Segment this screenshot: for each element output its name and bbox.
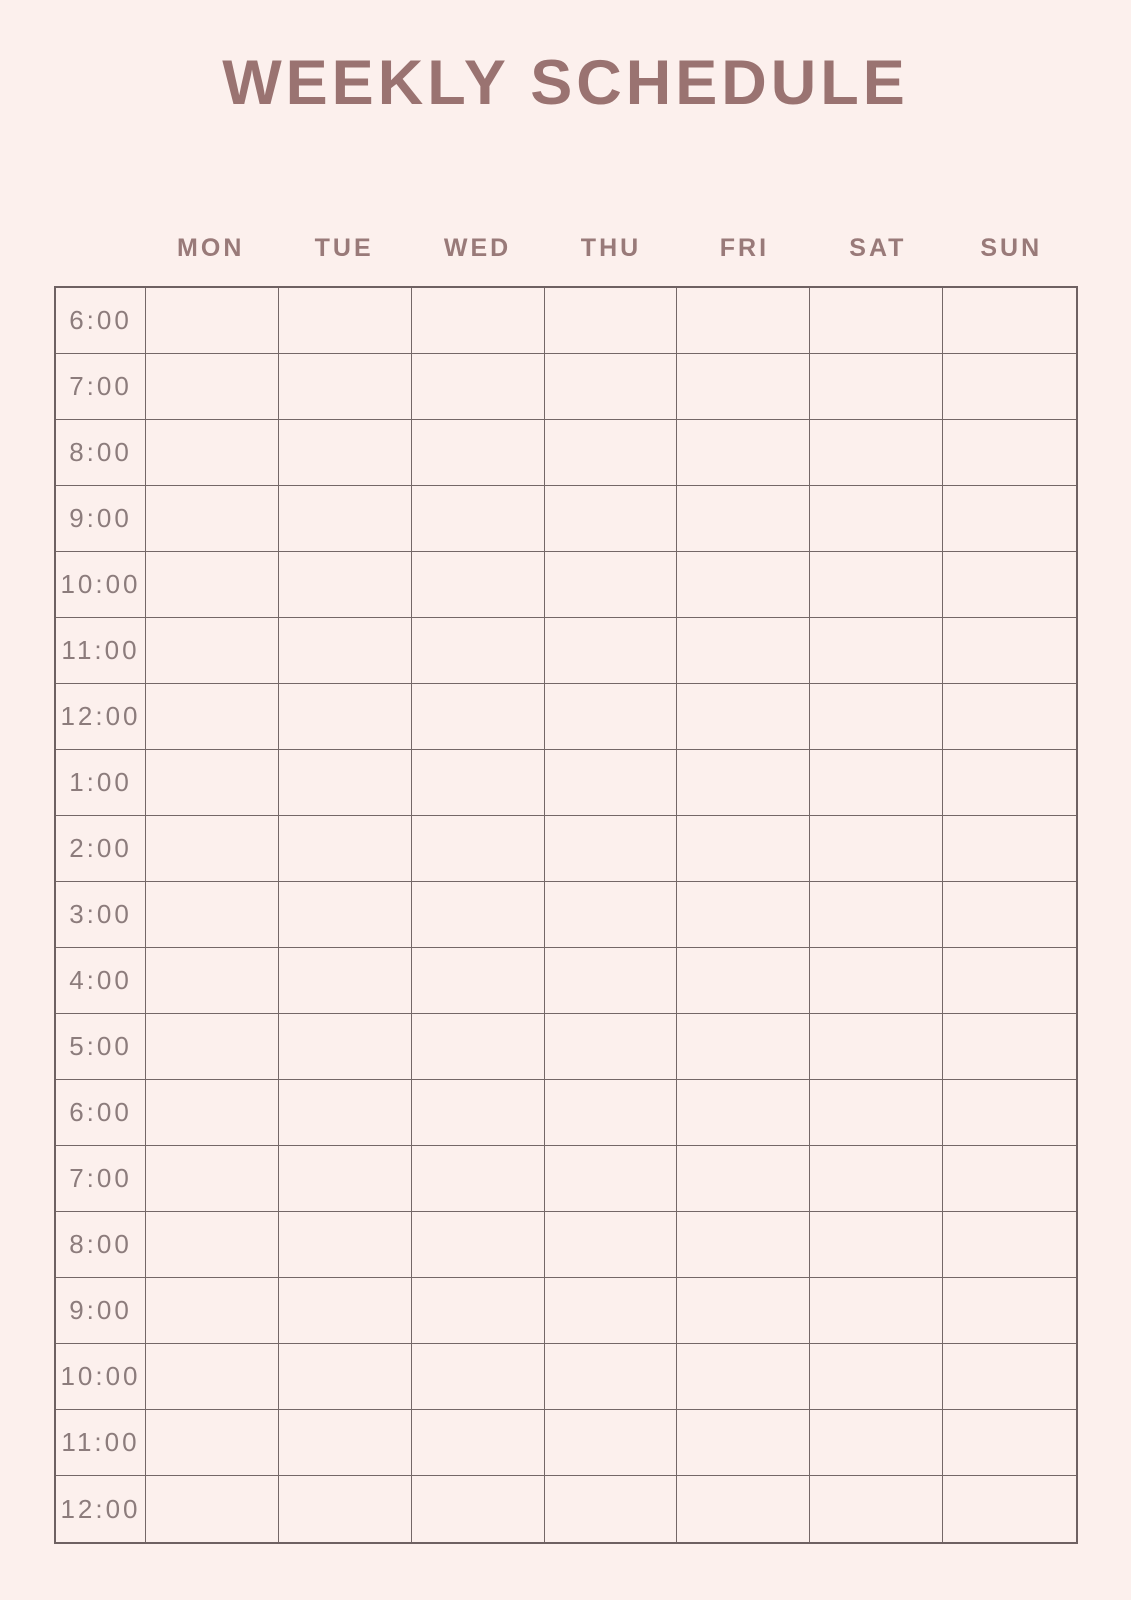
schedule-cell (810, 1146, 943, 1212)
schedule-cell (545, 288, 678, 354)
schedule-cell (677, 288, 810, 354)
schedule-cell (545, 1014, 678, 1080)
schedule-cell (943, 552, 1076, 618)
schedule-cell (412, 1278, 545, 1344)
schedule-cell (545, 1146, 678, 1212)
schedule-cell (412, 618, 545, 684)
schedule-cell (943, 1014, 1076, 1080)
schedule-cell (943, 618, 1076, 684)
schedule-cell (279, 1146, 412, 1212)
schedule-cell (810, 750, 943, 816)
schedule-cell (412, 882, 545, 948)
schedule-cell (279, 354, 412, 420)
time-label: 4:00 (56, 948, 146, 1014)
schedule-cell (279, 684, 412, 750)
schedule-cell (279, 1344, 412, 1410)
schedule-cell (810, 882, 943, 948)
schedule-cell (146, 1080, 279, 1146)
schedule-cell (677, 1080, 810, 1146)
schedule-cell (545, 354, 678, 420)
schedule-cell (677, 552, 810, 618)
schedule-cell (545, 1410, 678, 1476)
schedule-cell (810, 618, 943, 684)
time-label: 3:00 (56, 882, 146, 948)
time-label: 1:00 (56, 750, 146, 816)
schedule-cell (412, 1146, 545, 1212)
schedule-cell (545, 816, 678, 882)
schedule-cell (545, 552, 678, 618)
time-label: 12:00 (56, 1476, 146, 1542)
schedule-cell (810, 1212, 943, 1278)
schedule-cell (279, 882, 412, 948)
day-header-sat: SAT (849, 234, 907, 263)
schedule-cell (412, 354, 545, 420)
schedule-cell (279, 618, 412, 684)
day-header-wed: WED (443, 234, 512, 263)
schedule-cell (412, 552, 545, 618)
schedule-cell (279, 750, 412, 816)
time-label: 8:00 (56, 420, 146, 486)
schedule-cell (279, 1410, 412, 1476)
schedule-cell (412, 684, 545, 750)
schedule-cell (545, 1278, 678, 1344)
time-label: 9:00 (56, 1278, 146, 1344)
schedule-cell (146, 288, 279, 354)
schedule-cell (810, 948, 943, 1014)
time-label: 9:00 (56, 486, 146, 552)
schedule-cell (279, 1212, 412, 1278)
schedule-cell (677, 1410, 810, 1476)
schedule-cell (810, 1476, 943, 1542)
schedule-cell (677, 1146, 810, 1212)
schedule-cell (146, 882, 279, 948)
schedule-cell (279, 420, 412, 486)
schedule-cell (146, 486, 279, 552)
schedule-cell (810, 684, 943, 750)
day-header-spacer (54, 234, 144, 263)
schedule-cell (279, 1014, 412, 1080)
schedule-cell (677, 1278, 810, 1344)
schedule-cell (545, 750, 678, 816)
schedule-cell (677, 1212, 810, 1278)
schedule-cell (810, 1080, 943, 1146)
schedule-cell (943, 750, 1076, 816)
schedule-cell (279, 552, 412, 618)
schedule-cell (545, 948, 678, 1014)
schedule-cell (943, 1410, 1076, 1476)
schedule-cell (412, 1344, 545, 1410)
time-label: 11:00 (56, 618, 146, 684)
schedule-cell (943, 1212, 1076, 1278)
schedule-cell (412, 750, 545, 816)
schedule-cell (279, 1278, 412, 1344)
schedule-cell (279, 948, 412, 1014)
schedule-cell (810, 1344, 943, 1410)
time-label: 11:00 (56, 1410, 146, 1476)
schedule-cell (943, 1278, 1076, 1344)
day-header-tue: TUE (314, 234, 374, 263)
schedule-cell (146, 750, 279, 816)
time-label: 12:00 (56, 684, 146, 750)
time-label: 7:00 (56, 1146, 146, 1212)
schedule-cell (412, 1080, 545, 1146)
time-label: 10:00 (56, 552, 146, 618)
schedule-cell (545, 1476, 678, 1542)
time-label: 10:00 (56, 1344, 146, 1410)
schedule-cell (943, 354, 1076, 420)
schedule-cell (677, 618, 810, 684)
schedule-cell (677, 684, 810, 750)
schedule-cell (810, 288, 943, 354)
schedule-cell (943, 684, 1076, 750)
schedule-cell (677, 948, 810, 1014)
schedule-cell (677, 882, 810, 948)
time-label: 6:00 (56, 288, 146, 354)
day-header-fri: FRI (719, 234, 770, 263)
schedule-cell (810, 1278, 943, 1344)
schedule-cell (146, 618, 279, 684)
schedule-cell (146, 948, 279, 1014)
schedule-cell (810, 354, 943, 420)
schedule-cell (146, 354, 279, 420)
schedule-cell (677, 1344, 810, 1410)
schedule-cell (412, 816, 545, 882)
schedule-cell (146, 1146, 279, 1212)
schedule-cell (412, 486, 545, 552)
schedule-cell (943, 420, 1076, 486)
schedule-cell (943, 882, 1076, 948)
schedule-cell (412, 1410, 545, 1476)
schedule-cell (943, 816, 1076, 882)
time-label: 6:00 (56, 1080, 146, 1146)
schedule-cell (943, 1080, 1076, 1146)
schedule-cell (545, 684, 678, 750)
schedule-cell (146, 1014, 279, 1080)
schedule-cell (810, 1014, 943, 1080)
schedule-cell (810, 552, 943, 618)
schedule-cell (146, 1278, 279, 1344)
time-label: 7:00 (56, 354, 146, 420)
schedule-cell (545, 618, 678, 684)
schedule-cell (677, 750, 810, 816)
schedule-cell (943, 1146, 1076, 1212)
day-header-row (54, 234, 1078, 263)
schedule-cell (412, 1212, 545, 1278)
schedule-cell (677, 420, 810, 486)
schedule-cell (279, 486, 412, 552)
schedule-cell (545, 1212, 678, 1278)
schedule-cell (412, 288, 545, 354)
schedule-cell (545, 420, 678, 486)
schedule-cell (545, 882, 678, 948)
schedule-cell (412, 948, 545, 1014)
schedule-cell (810, 1410, 943, 1476)
schedule-cell (146, 684, 279, 750)
schedule-cell (279, 1476, 412, 1542)
schedule-cell (943, 288, 1076, 354)
schedule-cell (146, 1212, 279, 1278)
schedule-cell (412, 1014, 545, 1080)
schedule-cell (677, 1476, 810, 1542)
schedule-cell (810, 420, 943, 486)
schedule-cell (146, 552, 279, 618)
schedule-grid (54, 286, 1078, 1544)
schedule-cell (412, 1476, 545, 1542)
schedule-cell (677, 816, 810, 882)
schedule-cell (677, 486, 810, 552)
schedule-cell (279, 288, 412, 354)
schedule-cell (677, 1014, 810, 1080)
schedule-cell (545, 1080, 678, 1146)
schedule-cell (545, 486, 678, 552)
schedule-cell (943, 1344, 1076, 1410)
time-label: 2:00 (56, 816, 146, 882)
schedule-cell (279, 1080, 412, 1146)
schedule-cell (943, 486, 1076, 552)
schedule-cell (146, 816, 279, 882)
page-title: WEEKLY SCHEDULE (222, 48, 909, 118)
schedule-cell (943, 948, 1076, 1014)
day-header-mon: MON (177, 234, 245, 263)
schedule-cell (146, 1344, 279, 1410)
schedule-cell (146, 1476, 279, 1542)
day-header-thu: THU (580, 234, 642, 263)
schedule-cell (545, 1344, 678, 1410)
time-label: 5:00 (56, 1014, 146, 1080)
time-label: 8:00 (56, 1212, 146, 1278)
schedule-cell (279, 816, 412, 882)
schedule-cell (412, 420, 545, 486)
schedule-cell (146, 420, 279, 486)
schedule-cell (677, 354, 810, 420)
schedule-cell (810, 816, 943, 882)
schedule-cell (943, 1476, 1076, 1542)
schedule-cell (146, 1410, 279, 1476)
day-header-sun: SUN (980, 234, 1043, 263)
schedule-cell (810, 486, 943, 552)
